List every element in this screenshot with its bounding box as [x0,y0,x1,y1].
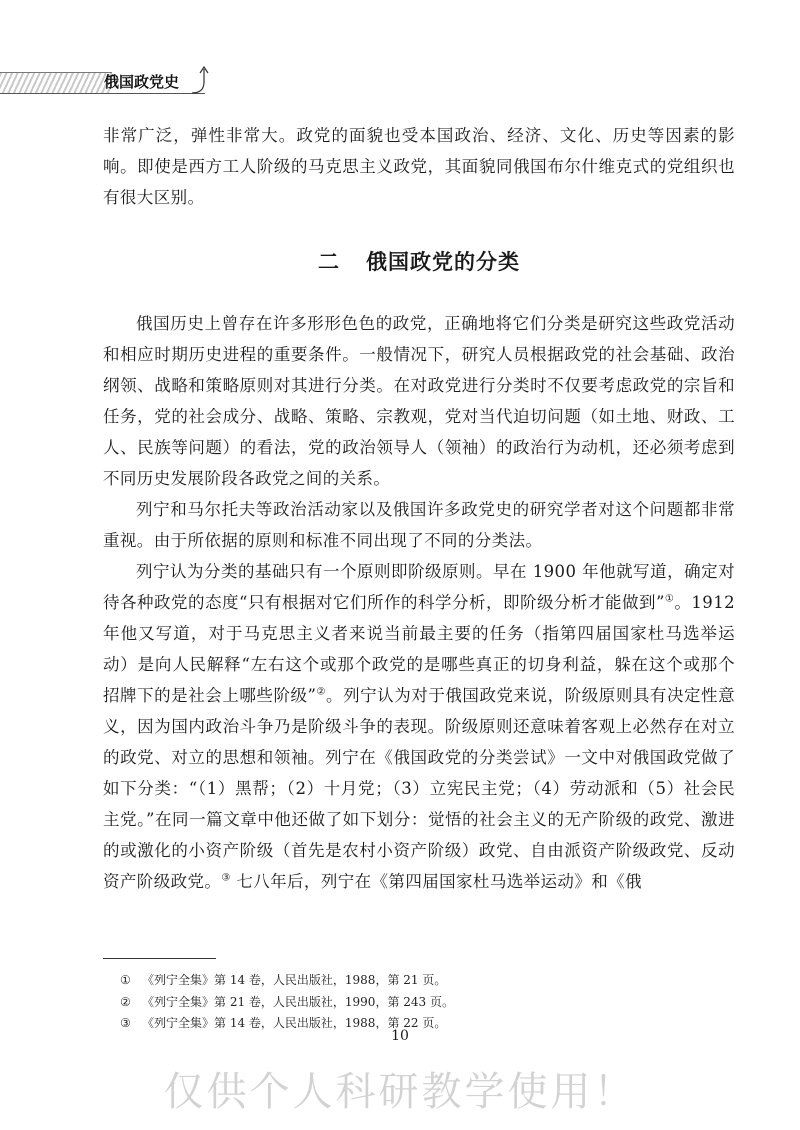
footnote-ref-1[interactable]: ① [664,593,675,605]
text-segment: 。列宁认为对于俄国政党来说，阶级原则具有决定性意义，因为国内政治斗争乃是阶级斗争的表现。阶级原则还意味着客观上必然存在对立的政党、对立的思想和领袖。列宁在《俄国政党的分类尝试》一文中对俄国政党做了如下分类：“（1）黑帮；（2）十月党；（3）立宪民主党；（4）劳动派和（5）社会民主党。”在同一篇文章中他还做了如下划分：觉悟的社会主义的无产阶级的政党、激进的或激化的小资产阶级（首先是农村小资产阶级）政党、自由派资产阶级政党、反动资产阶级政党。 [103,686,735,891]
text-segment: 七八年后，列宁在《第四届国家杜马选举运动》和《俄 [230,872,642,891]
footnote-mark: ② [120,994,131,1009]
page-body [103,120,735,897]
footnotes [120,970,720,1035]
text-segment: 。1912 年他又写道，对于马克思主义者来说当前最主要的任务（指第四届国家杜马选举运动）是向人民解释“左右这个或那个政党的是哪些真正的切身利益，躲在这个或那个招牌下的是社会上哪些阶级” [103,593,735,705]
running-header [0,64,215,98]
book-title: 俄国政党史 [104,73,180,91]
header-hatch-decoration [0,72,112,94]
paragraph-classification-intro: 俄国历史上曾存在许多形形色色的政党，正确地将它们分类是研究这些政党活动和相应时期历史进程的重要条件。一般情况下，研究人员根据政党的社会基础、政治纲领、战略和策略原则对其进行分类。在对政党进行分类时不仅要考虑政党的宗旨和任务，党的社会成分、战略、策略、宗教观，党对当代迫切问题（如土地、财政、工人、民族等问题）的看法，党的政治领导人（领袖）的政治行为动机，还必须考虑到不同历史发展阶段各政党之间的关系。 [103,314,735,488]
footnote-ref-3[interactable]: ③ [221,872,231,884]
section-number: 二 [318,250,340,274]
paragraph-lenin-martov: 列宁和马尔托夫等政治活动家以及俄国许多政党史的研究学者对这个问题都非常重视。由于所依据的原则和标准不同出现了不同的分类法。 [103,500,735,550]
footnote-text: 《列宁全集》第 14 卷，人民出版社，1988，第 22 页。 [142,1016,447,1030]
paragraph-class-principle [103,556,735,897]
opening-paragraph: 非常广泛，弹性非常大。政党的面貌也受本国政治、经济、文化、历史等因素的影响。即使是西方工人阶级的马克思主义政党，其面貌同俄国布尔什维克式的党组织也有很大区别。 [103,126,735,207]
footnote-separator [103,958,216,959]
section-heading [103,245,735,279]
page-number: 10 [391,1028,409,1044]
footnote-text: 《列宁全集》第 21 卷，人民出版社，1990，第 243 页。 [142,994,454,1009]
section-title: 俄国政党的分类 [366,250,520,274]
footnote-mark: ③ [120,1016,131,1030]
footnote-mark: ① [120,973,131,987]
watermark: 仅供个人科研教学使用！ [163,1069,637,1115]
footnote-text: 《列宁全集》第 14 卷，人民出版社，1988，第 21 页。 [142,973,447,987]
footnote-item [120,970,720,992]
text-segment: 列宁认为分类的基础只有一个原则即阶级原则。早在 1900 年他就写道，确定对待各种政党的态度“只有根据对它们所作的科学分析，即阶级分析才能做到” [103,562,735,612]
header-arrow-icon [190,64,218,96]
footnote-ref-2[interactable]: ② [316,686,327,698]
footnote-item [120,992,720,1014]
